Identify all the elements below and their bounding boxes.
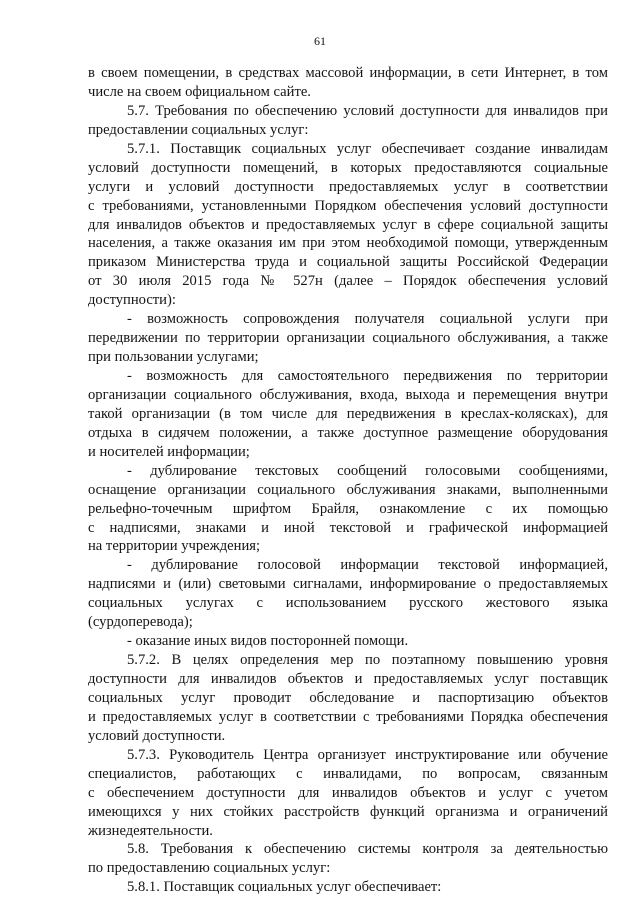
text-line: оснащение организации социального обслуживания знаками, выполненными — [88, 481, 608, 498]
text-line: надписями и (или) световыми сигналами, информирование о предоставляемых — [88, 576, 608, 593]
text-line: условий доступности. — [88, 727, 226, 744]
text-line: (сурдоперевода); — [88, 614, 193, 631]
text-line: для инвалидов объектов и предоставляемых услуг в сфере социальной защиты — [88, 216, 608, 233]
text-line: услуги и условий доступности предоставляемых услуг в соответствии — [88, 178, 608, 195]
text-line: и предоставляемых услуг в соответствии с требованиями Порядка обеспечения — [88, 708, 608, 725]
text-line: 5.7.2. В целях определения мер по поэтапному повышению уровня — [127, 652, 608, 669]
text-line: с надписями, знаками и иной текстовой и графической информацией — [88, 519, 608, 536]
text-line: специалистов, работающих с инвалидами, по вопросам, связанным — [88, 765, 608, 782]
text-line: - оказание иных видов посторонней помощи. — [127, 633, 409, 650]
text-line: передвижении по территории организации социального обслуживания, а также — [88, 330, 608, 347]
text-line: - дублирование текстовых сообщений голосовыми сообщениями, — [127, 462, 608, 479]
text-line: предоставлении социальных услуг: — [88, 121, 309, 138]
text-line: на территории учреждения; — [88, 538, 261, 555]
text-line: отдыха в сидячем положении, а также доступное размещение оборудования — [88, 424, 608, 441]
text-line: социальных услугах с использованием русского жестового языка — [88, 595, 608, 612]
text-line: рельефно-точечным шрифтом Брайля, ознакомление с их помощью — [88, 500, 608, 517]
text-line: 5.8.1. Поставщик социальных услуг обеспечивает: — [127, 879, 442, 896]
text-line: 5.7.1. Поставщик социальных услуг обеспечивает создание инвалидам — [127, 140, 608, 157]
text-line: 5.8. Требования к обеспечению системы контроля за деятельностью — [127, 841, 608, 858]
text-line: - возможность сопровождения получателя социальной услуги при — [127, 311, 608, 328]
text-line: по предоставлению социальных услуг: — [88, 860, 331, 877]
text-line: жизнедеятельности. — [88, 822, 213, 839]
text-line: доступности для инвалидов объектов и предоставляемых услуг поставщик — [88, 671, 608, 687]
text-line: - возможность для самостоятельного передвижения по территории — [127, 368, 608, 384]
text-line: с требованиями, установленными Порядком обеспечения условий доступности — [88, 197, 608, 214]
text-line: социальных услуг проводит обследование и паспортизацию объектов — [88, 689, 608, 706]
text-line: числе на своем официальном сайте. — [88, 83, 311, 100]
text-line: с обеспечением доступности для инвалидов объектов и услуг с учетом — [88, 784, 608, 801]
text-line: приказом Министерства труда и социальной защиты Российской Федерации — [88, 254, 608, 271]
text-line: такой организации (в том числе для передвижения в креслах-колясках), для — [88, 405, 608, 422]
text-line: организации социального обслуживания, входа, выхода и перемещения внутри — [88, 386, 608, 403]
text-line: 5.7. Требования по обеспечению условий доступности для инвалидов при — [127, 102, 608, 119]
text-line: от 30 июля 2015 года № 527н (далее – Порядок обеспечения условий — [88, 273, 608, 290]
text-line: и носителей информации; — [88, 443, 250, 460]
text-line: доступности): — [88, 292, 176, 309]
text-line: условий доступности помещений, в которых предоставляются социальные — [88, 159, 608, 176]
text-line: населения, а также оказания им при этом необходимой помощи, утвержденным — [88, 235, 608, 252]
text-line: - дублирование голосовой информации текстовой информацией, — [127, 557, 608, 574]
text-line: имеющихся у них стойких расстройств функций организма и ограничений — [88, 803, 608, 820]
text-line: 5.7.3. Руководитель Центра организует инструктирование или обучение — [127, 746, 608, 763]
page-number: 61 — [314, 34, 326, 48]
text-line: в своем помещении, в средствах массовой информации, в сети Интернет, в том — [88, 65, 608, 81]
text-line: при пользовании услугами; — [88, 349, 259, 366]
document-body — [88, 64, 608, 897]
